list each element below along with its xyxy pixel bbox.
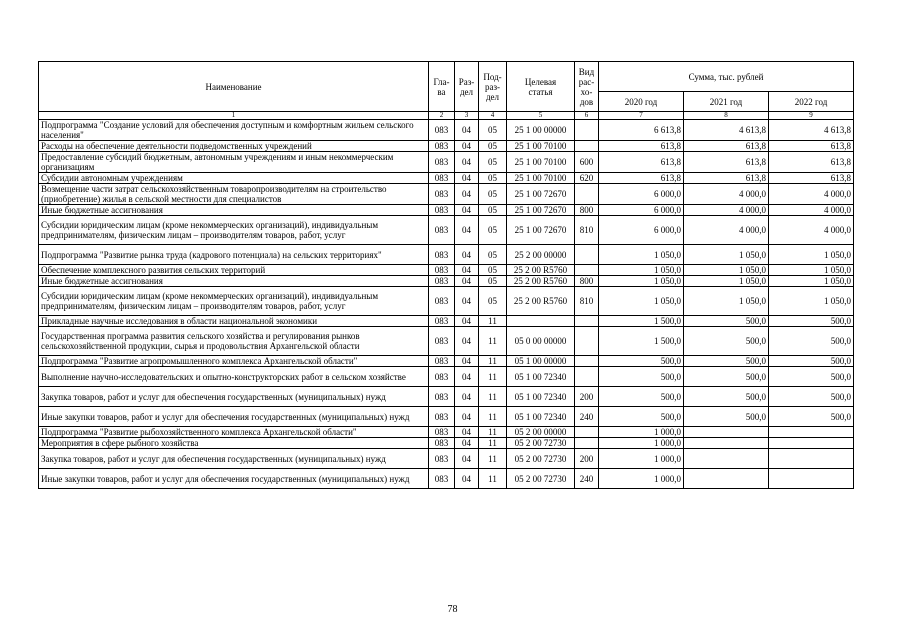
- cell-y1: 1 000,0: [599, 427, 684, 438]
- cell-p: 11: [479, 449, 507, 469]
- cell-v: [575, 438, 599, 449]
- cell-y1: 500,0: [599, 407, 684, 427]
- header-sum: Сумма, тыс. рублей: [599, 62, 854, 92]
- cell-p: 05: [479, 120, 507, 141]
- cell-y1: 1 000,0: [599, 469, 684, 489]
- cell-y3: 1 050,0: [769, 276, 854, 287]
- cell-t: 25 2 00 00000: [507, 245, 575, 265]
- cell-r: 04: [455, 276, 479, 287]
- cell-y2: [684, 449, 769, 469]
- header-podrazdel: Под- раз- дел: [479, 62, 507, 112]
- cell-p: 11: [479, 407, 507, 427]
- cell-t: 05 1 00 72340: [507, 367, 575, 387]
- budget-table: [38, 61, 854, 489]
- cell-p: 05: [479, 184, 507, 205]
- header-vid: Вид рас- хо- дов: [575, 62, 599, 112]
- cell-y3: 1 050,0: [769, 287, 854, 316]
- col-num-9: 9: [769, 112, 854, 120]
- cell-y1: 6 000,0: [599, 205, 684, 216]
- cell-t: 25 1 00 70100: [507, 152, 575, 173]
- cell-y2: 4 000,0: [684, 184, 769, 205]
- cell-r: 04: [455, 407, 479, 427]
- cell-v: [575, 141, 599, 152]
- table-row: [39, 438, 854, 449]
- cell-y1: 500,0: [599, 356, 684, 367]
- cell-g: 083: [429, 276, 455, 287]
- table-row: [39, 427, 854, 438]
- table-row: [39, 367, 854, 387]
- cell-t: 25 1 00 70100: [507, 173, 575, 184]
- cell-t: 25 2 00 R5760: [507, 287, 575, 316]
- cell-y1: 6 000,0: [599, 216, 684, 245]
- cell-r: 04: [455, 469, 479, 489]
- cell-name: Подпрограмма "Развитие агропромышленного комплекса Архангельской области": [39, 356, 429, 367]
- cell-r: 04: [455, 120, 479, 141]
- cell-y2: [684, 427, 769, 438]
- cell-y3: 500,0: [769, 407, 854, 427]
- cell-g: 083: [429, 205, 455, 216]
- cell-y3: 500,0: [769, 387, 854, 407]
- table-row: [39, 316, 854, 327]
- cell-p: 11: [479, 387, 507, 407]
- cell-name: Субсидии юридическим лицам (кроме некоммерческих организаций), индивидуальным предпринимателям, физическим лицам – производителям товаров, работ, услуг: [39, 216, 429, 245]
- header-year-3: 2022 год: [769, 92, 854, 112]
- cell-p: 05: [479, 173, 507, 184]
- cell-y3: 4 613,8: [769, 120, 854, 141]
- cell-v: 800: [575, 276, 599, 287]
- table-body: [39, 120, 854, 489]
- cell-p: 11: [479, 367, 507, 387]
- cell-g: 083: [429, 184, 455, 205]
- table-row: [39, 449, 854, 469]
- cell-y1: 500,0: [599, 387, 684, 407]
- cell-y2: [684, 469, 769, 489]
- cell-g: 083: [429, 469, 455, 489]
- cell-y1: 500,0: [599, 367, 684, 387]
- cell-t: 05 2 00 72730: [507, 438, 575, 449]
- cell-t: 25 2 00 R5760: [507, 265, 575, 276]
- cell-r: 04: [455, 152, 479, 173]
- cell-g: 083: [429, 438, 455, 449]
- cell-p: 05: [479, 287, 507, 316]
- cell-name: Иные бюджетные ассигнования: [39, 205, 429, 216]
- cell-y3: 613,8: [769, 173, 854, 184]
- cell-g: 083: [429, 152, 455, 173]
- table-row: [39, 276, 854, 287]
- cell-v: [575, 316, 599, 327]
- cell-y2: 613,8: [684, 141, 769, 152]
- col-num-2: 2: [429, 112, 455, 120]
- cell-y1: 1 050,0: [599, 287, 684, 316]
- cell-name: Иные закупки товаров, работ и услуг для обеспечения государственных (муниципальных) нужд: [39, 407, 429, 427]
- cell-t: 25 1 00 72670: [507, 205, 575, 216]
- table-row: [39, 265, 854, 276]
- cell-p: 05: [479, 265, 507, 276]
- cell-v: 200: [575, 449, 599, 469]
- cell-r: 04: [455, 216, 479, 245]
- cell-name: Субсидии автономным учреждениям: [39, 173, 429, 184]
- cell-name: Подпрограмма "Развитие рынка труда (кадрового потенциала) на сельских территориях": [39, 245, 429, 265]
- cell-r: 04: [455, 141, 479, 152]
- cell-y1: 1 000,0: [599, 449, 684, 469]
- table-row: [39, 407, 854, 427]
- cell-y2: 500,0: [684, 387, 769, 407]
- cell-v: 800: [575, 205, 599, 216]
- cell-g: 083: [429, 316, 455, 327]
- header-target: Целевая статья: [507, 62, 575, 112]
- header-row-numbers: [39, 112, 854, 120]
- cell-y1: 613,8: [599, 141, 684, 152]
- col-num-5: 5: [507, 112, 575, 120]
- cell-y1: 6 000,0: [599, 184, 684, 205]
- cell-name: Иные бюджетные ассигнования: [39, 276, 429, 287]
- cell-name: Подпрограмма "Создание условий для обеспечения доступным и комфортным жильем сельского населения": [39, 120, 429, 141]
- cell-r: 04: [455, 265, 479, 276]
- cell-y1: 613,8: [599, 152, 684, 173]
- cell-y3: [769, 438, 854, 449]
- col-num-8: 8: [684, 112, 769, 120]
- cell-r: 04: [455, 356, 479, 367]
- cell-p: 11: [479, 327, 507, 356]
- cell-y3: 500,0: [769, 356, 854, 367]
- cell-y3: 4 000,0: [769, 205, 854, 216]
- cell-name: Выполнение научно-исследовательских и опытно-конструкторских работ в сельском хозяйстве: [39, 367, 429, 387]
- cell-v: [575, 356, 599, 367]
- cell-y3: 500,0: [769, 316, 854, 327]
- cell-y3: 1 050,0: [769, 265, 854, 276]
- cell-y1: 1 500,0: [599, 316, 684, 327]
- table-row: [39, 469, 854, 489]
- col-num-3: 3: [455, 112, 479, 120]
- cell-v: [575, 245, 599, 265]
- cell-t: 05 1 00 72340: [507, 387, 575, 407]
- cell-v: 600: [575, 152, 599, 173]
- col-num-7: 7: [599, 112, 684, 120]
- cell-v: 240: [575, 469, 599, 489]
- col-num-1: 1: [39, 112, 429, 120]
- cell-y3: 1 050,0: [769, 245, 854, 265]
- cell-y3: 500,0: [769, 327, 854, 356]
- cell-name: Мероприятия в сфере рыбного хозяйства: [39, 438, 429, 449]
- table-row: [39, 184, 854, 205]
- cell-v: [575, 120, 599, 141]
- cell-p: 11: [479, 356, 507, 367]
- cell-g: 083: [429, 427, 455, 438]
- cell-t: 05 2 00 72730: [507, 469, 575, 489]
- cell-p: 11: [479, 438, 507, 449]
- cell-p: 11: [479, 427, 507, 438]
- cell-y2: 500,0: [684, 407, 769, 427]
- cell-g: 083: [429, 387, 455, 407]
- cell-r: 04: [455, 205, 479, 216]
- cell-r: 04: [455, 245, 479, 265]
- cell-v: [575, 427, 599, 438]
- cell-g: 083: [429, 367, 455, 387]
- cell-y1: 613,8: [599, 173, 684, 184]
- cell-p: 05: [479, 276, 507, 287]
- cell-g: 083: [429, 120, 455, 141]
- cell-t: 25 1 00 00000: [507, 120, 575, 141]
- cell-name: Расходы на обеспечение деятельности подведомственных учреждений: [39, 141, 429, 152]
- cell-name: Государственная программа развития сельского хозяйства и регулирования рынков сельскохозяйственной продукции, сырья и продовольствия Архангельской области: [39, 327, 429, 356]
- cell-v: 810: [575, 216, 599, 245]
- cell-y3: 613,8: [769, 141, 854, 152]
- cell-g: 083: [429, 356, 455, 367]
- cell-y3: 613,8: [769, 152, 854, 173]
- cell-t: 25 1 00 72670: [507, 184, 575, 205]
- table-row: [39, 120, 854, 141]
- header-year-2: 2021 год: [684, 92, 769, 112]
- cell-g: 083: [429, 449, 455, 469]
- col-num-6: 6: [575, 112, 599, 120]
- cell-r: 04: [455, 387, 479, 407]
- table-row: [39, 387, 854, 407]
- cell-g: 083: [429, 265, 455, 276]
- page-number: 78: [447, 604, 458, 615]
- cell-v: 240: [575, 407, 599, 427]
- cell-y3: 500,0: [769, 367, 854, 387]
- cell-p: 05: [479, 141, 507, 152]
- cell-y1: 6 613,8: [599, 120, 684, 141]
- cell-v: [575, 184, 599, 205]
- cell-p: 11: [479, 316, 507, 327]
- cell-v: [575, 327, 599, 356]
- cell-name: Иные закупки товаров, работ и услуг для обеспечения государственных (муниципальных) нужд: [39, 469, 429, 489]
- cell-name: Субсидии юридическим лицам (кроме некоммерческих организаций), индивидуальным предпринимателям, физическим лицам – производителям товаров, работ, услуг: [39, 287, 429, 316]
- table-row: [39, 356, 854, 367]
- header-row-top: [39, 62, 854, 92]
- cell-r: 04: [455, 438, 479, 449]
- header-glava: Гла- ва: [429, 62, 455, 112]
- cell-g: 083: [429, 141, 455, 152]
- cell-y2: 1 050,0: [684, 276, 769, 287]
- cell-name: Возмещение части затрат сельскохозяйственным товаропроизводителям на строительство (приобретение) жилья в сельской местности для специалистов: [39, 184, 429, 205]
- cell-r: 04: [455, 287, 479, 316]
- cell-t: [507, 316, 575, 327]
- cell-g: 083: [429, 327, 455, 356]
- cell-t: 05 2 00 00000: [507, 427, 575, 438]
- cell-v: 810: [575, 287, 599, 316]
- cell-y2: 500,0: [684, 356, 769, 367]
- cell-v: [575, 265, 599, 276]
- cell-y2: 500,0: [684, 316, 769, 327]
- col-num-4: 4: [479, 112, 507, 120]
- cell-g: 083: [429, 216, 455, 245]
- cell-y2: 4 613,8: [684, 120, 769, 141]
- cell-g: 083: [429, 407, 455, 427]
- cell-y3: [769, 427, 854, 438]
- cell-name: Обеспечение комплексного развития сельских территорий: [39, 265, 429, 276]
- cell-p: 05: [479, 216, 507, 245]
- cell-name: Прикладные научные исследования в области национальной экономики: [39, 316, 429, 327]
- cell-t: 25 1 00 70100: [507, 141, 575, 152]
- cell-r: 04: [455, 184, 479, 205]
- table-row: [39, 245, 854, 265]
- table-row: [39, 173, 854, 184]
- cell-y3: [769, 469, 854, 489]
- cell-t: 05 1 00 72340: [507, 407, 575, 427]
- cell-y2: 4 000,0: [684, 205, 769, 216]
- cell-r: 04: [455, 449, 479, 469]
- cell-y2: 613,8: [684, 173, 769, 184]
- cell-y1: 1 000,0: [599, 438, 684, 449]
- cell-y2: 1 050,0: [684, 265, 769, 276]
- cell-t: 25 2 00 R5760: [507, 276, 575, 287]
- cell-g: 083: [429, 245, 455, 265]
- table-row: [39, 152, 854, 173]
- cell-y2: [684, 438, 769, 449]
- cell-y1: 1 500,0: [599, 327, 684, 356]
- cell-y3: 4 000,0: [769, 216, 854, 245]
- cell-p: 05: [479, 152, 507, 173]
- table-row: [39, 141, 854, 152]
- cell-r: 04: [455, 173, 479, 184]
- header-year-1: 2020 год: [599, 92, 684, 112]
- cell-y1: 1 050,0: [599, 245, 684, 265]
- cell-p: 05: [479, 245, 507, 265]
- cell-g: 083: [429, 287, 455, 316]
- cell-p: 05: [479, 205, 507, 216]
- cell-y2: 4 000,0: [684, 216, 769, 245]
- cell-r: 04: [455, 316, 479, 327]
- cell-y2: 500,0: [684, 327, 769, 356]
- cell-r: 04: [455, 367, 479, 387]
- cell-y1: 1 050,0: [599, 276, 684, 287]
- cell-y2: 1 050,0: [684, 287, 769, 316]
- cell-t: 25 1 00 72670: [507, 216, 575, 245]
- table-row: [39, 205, 854, 216]
- header-razdel: Раз- дел: [455, 62, 479, 112]
- cell-y2: 500,0: [684, 367, 769, 387]
- table-row: [39, 216, 854, 245]
- cell-name: Закупка товаров, работ и услуг для обеспечения государственных (муниципальных) нужд: [39, 387, 429, 407]
- cell-y3: 4 000,0: [769, 184, 854, 205]
- cell-y1: 1 050,0: [599, 265, 684, 276]
- cell-t: 05 1 00 00000: [507, 356, 575, 367]
- cell-v: [575, 367, 599, 387]
- cell-y2: 613,8: [684, 152, 769, 173]
- cell-v: 200: [575, 387, 599, 407]
- cell-r: 04: [455, 327, 479, 356]
- header-name: Наименование: [39, 62, 429, 112]
- cell-p: 11: [479, 469, 507, 489]
- cell-name: Закупка товаров, работ и услуг для обеспечения государственных (муниципальных) нужд: [39, 449, 429, 469]
- cell-t: 05 2 00 72730: [507, 449, 575, 469]
- cell-y3: [769, 449, 854, 469]
- cell-g: 083: [429, 173, 455, 184]
- cell-name: Подпрограмма "Развитие рыбохозяйственного комплекса Архангельской области": [39, 427, 429, 438]
- cell-r: 04: [455, 427, 479, 438]
- table-row: [39, 287, 854, 316]
- cell-v: 620: [575, 173, 599, 184]
- cell-y2: 1 050,0: [684, 245, 769, 265]
- cell-t: 05 0 00 00000: [507, 327, 575, 356]
- cell-name: Предоставление субсидий бюджетным, автономным учреждениям и иным некоммерческим организациям: [39, 152, 429, 173]
- table-row: [39, 327, 854, 356]
